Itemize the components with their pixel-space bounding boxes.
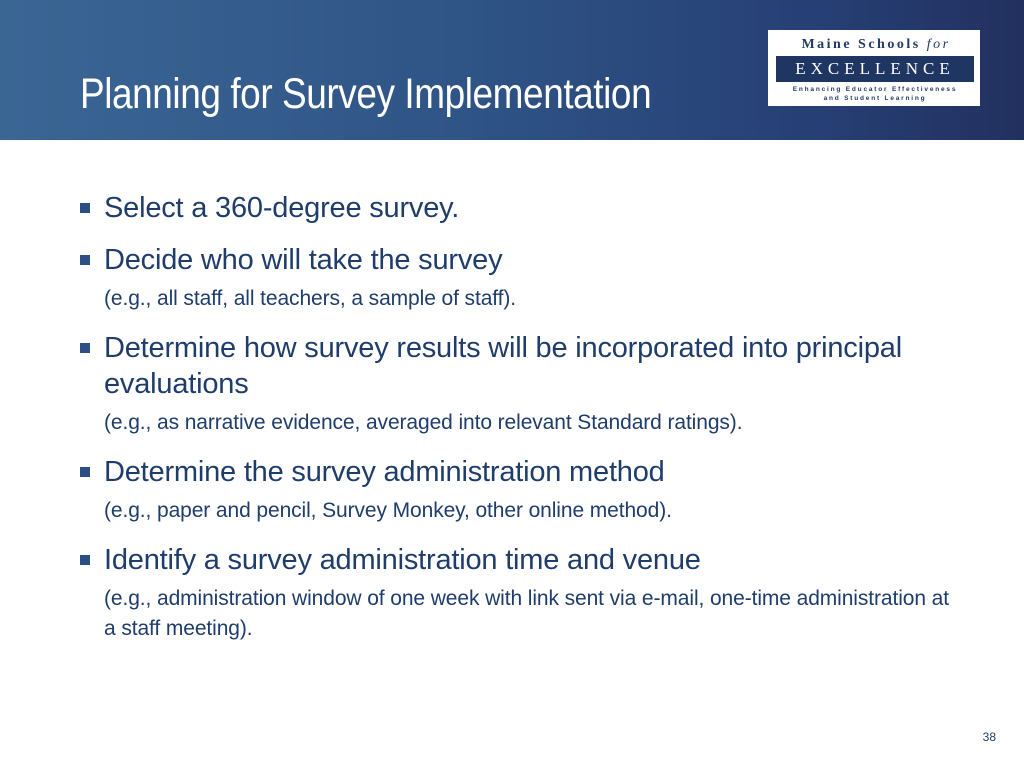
square-bullet-icon	[80, 555, 90, 565]
logo-name: Maine Schools	[801, 37, 921, 52]
bullet-item	[80, 542, 960, 644]
logo-for: for	[926, 37, 951, 52]
slide-title: Planning for Survey Implementation	[80, 70, 652, 118]
page-number: 38	[982, 730, 996, 744]
bullet-text: Identify a survey administration time and venue	[104, 544, 701, 576]
maine-schools-logo	[768, 30, 980, 106]
bullet-subtext: (e.g., paper and pencil, Survey Monkey, other online method).	[104, 499, 672, 522]
bullet-item	[80, 190, 960, 226]
square-bullet-icon	[80, 203, 90, 213]
bullet-subtext: (e.g., all staff, all teachers, a sample of staff).	[104, 287, 516, 310]
logo-tagline-1: Enhancing Educator Effectiveness	[792, 86, 958, 93]
bullet-list	[80, 190, 960, 644]
bullet-item	[80, 242, 960, 314]
bullet-text: Select a 360-degree survey.	[104, 192, 460, 224]
bullet-text: Determine how survey results will be incorporated into principal evaluations	[104, 332, 902, 400]
bullet-item	[80, 330, 960, 438]
square-bullet-icon	[80, 343, 90, 353]
logo-excellence-band: EXCELLENCE	[776, 56, 974, 82]
square-bullet-icon	[80, 255, 90, 265]
bullet-text: Decide who will take the survey	[104, 244, 503, 276]
bullet-item	[80, 454, 960, 526]
bullet-subtext: (e.g., as narrative evidence, averaged into relevant Standard ratings).	[104, 411, 743, 434]
logo-top-line	[778, 36, 974, 53]
square-bullet-icon	[80, 467, 90, 477]
title-bar	[0, 0, 1024, 140]
bullet-subtext: (e.g., administration window of one week with link sent via e-mail, one-time administration at a staff meeting).	[104, 587, 949, 640]
bullet-text: Determine the survey administration method	[104, 456, 665, 488]
logo-tagline-2: and Student Learning	[823, 95, 927, 102]
